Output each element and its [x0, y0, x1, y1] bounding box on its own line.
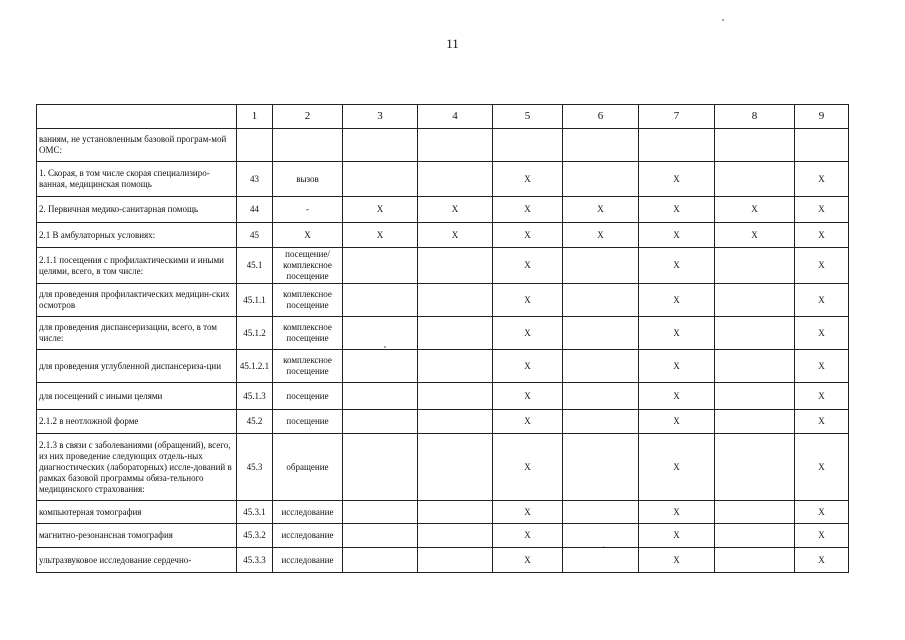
table-row — [37, 434, 849, 501]
mark-cell — [563, 162, 639, 197]
mark-cell — [343, 317, 418, 350]
mark-cell — [715, 410, 795, 434]
mark-cell: X — [493, 162, 563, 197]
mark-cell: X — [795, 350, 849, 383]
data-table — [36, 104, 849, 573]
mark-cell: X — [795, 162, 849, 197]
row-code: 45.1.3 — [237, 383, 273, 410]
mark-cell: X — [795, 223, 849, 248]
mark-cell: X — [493, 248, 563, 284]
header-cell: 7 — [639, 105, 715, 129]
mark-cell: X — [418, 223, 493, 248]
table-row — [37, 248, 849, 284]
mark-cell: X — [795, 501, 849, 524]
mark-cell — [715, 284, 795, 317]
mark-cell — [563, 317, 639, 350]
mark-cell: X — [715, 223, 795, 248]
mark-cell: X — [343, 223, 418, 248]
mark-cell — [563, 350, 639, 383]
row-label: для посещений с иными целями — [37, 383, 237, 410]
row-label: компьютерная томография — [37, 501, 237, 524]
mark-cell — [343, 284, 418, 317]
mark-cell: X — [493, 548, 563, 573]
mark-cell — [715, 434, 795, 501]
row-code: 44 — [237, 197, 273, 223]
table-row — [37, 501, 849, 524]
header-cell: 1 — [237, 105, 273, 129]
mark-cell: X — [493, 501, 563, 524]
table-row — [37, 317, 849, 350]
row-unit: комплексное посещение — [273, 350, 343, 383]
mark-cell — [418, 548, 493, 573]
row-unit: комплексное посещение — [273, 284, 343, 317]
mark-cell — [418, 129, 493, 162]
mark-cell: X — [563, 223, 639, 248]
mark-cell — [639, 129, 715, 162]
mark-cell: X — [493, 284, 563, 317]
mark-cell: X — [639, 548, 715, 573]
row-code: 45.3.1 — [237, 501, 273, 524]
scan-speck — [722, 19, 724, 21]
mark-cell: X — [639, 524, 715, 548]
mark-cell — [563, 383, 639, 410]
mark-cell — [418, 350, 493, 383]
row-label: ультразвуковое исследование сердечно- — [37, 548, 237, 573]
row-unit: исследование — [273, 524, 343, 548]
mark-cell — [563, 410, 639, 434]
row-code: 45 — [237, 223, 273, 248]
row-label: 1. Скорая, в том числе скорая специализиро-ванная, медицинская помощь — [37, 162, 237, 197]
mark-cell: X — [795, 434, 849, 501]
row-code: 45.1 — [237, 248, 273, 284]
mark-cell — [418, 248, 493, 284]
mark-cell: X — [639, 248, 715, 284]
mark-cell: X — [795, 524, 849, 548]
table-row — [37, 129, 849, 162]
mark-cell — [715, 248, 795, 284]
row-code: 45.1.2 — [237, 317, 273, 350]
mark-cell — [715, 383, 795, 410]
row-code — [237, 129, 273, 162]
mark-cell — [493, 129, 563, 162]
row-label: для проведения углубленной диспансериза-ции — [37, 350, 237, 383]
mark-cell — [418, 162, 493, 197]
mark-cell: X — [639, 197, 715, 223]
row-label: ваниям, не установленным базовой програм-мой ОМС: — [37, 129, 237, 162]
mark-cell: X — [493, 350, 563, 383]
header-cell-blank — [37, 105, 237, 129]
row-unit: обращение — [273, 434, 343, 501]
row-code: 45.3.3 — [237, 548, 273, 573]
mark-cell: X — [639, 284, 715, 317]
mark-cell: X — [795, 548, 849, 573]
row-label: для проведения диспансеризации, всего, в том числе: — [37, 317, 237, 350]
mark-cell — [343, 162, 418, 197]
mark-cell: X — [639, 162, 715, 197]
row-code: 45.2 — [237, 410, 273, 434]
mark-cell: X — [795, 410, 849, 434]
mark-cell — [343, 524, 418, 548]
mark-cell — [418, 317, 493, 350]
mark-cell — [715, 350, 795, 383]
mark-cell — [563, 284, 639, 317]
mark-cell: X — [715, 197, 795, 223]
header-cell: 4 — [418, 105, 493, 129]
table-row — [37, 223, 849, 248]
mark-cell — [343, 410, 418, 434]
mark-cell — [343, 350, 418, 383]
mark-cell — [418, 524, 493, 548]
row-label: 2.1.2 в неотложной форме — [37, 410, 237, 434]
header-cell: 6 — [563, 105, 639, 129]
mark-cell — [715, 501, 795, 524]
mark-cell: X — [493, 524, 563, 548]
table-row — [37, 284, 849, 317]
mark-cell — [715, 317, 795, 350]
row-label: 2.1.1 посещения с профилактическими и иными целями, всего, в том числе: — [37, 248, 237, 284]
header-cell: 2 — [273, 105, 343, 129]
table-row — [37, 410, 849, 434]
header-row — [37, 105, 849, 129]
row-unit: X — [273, 223, 343, 248]
mark-cell: X — [639, 410, 715, 434]
mark-cell — [563, 548, 639, 573]
mark-cell — [418, 501, 493, 524]
row-label: для проведения профилактических медицин-ских осмотров — [37, 284, 237, 317]
mark-cell — [343, 548, 418, 573]
mark-cell — [563, 129, 639, 162]
mark-cell: X — [639, 350, 715, 383]
row-unit: посещение — [273, 383, 343, 410]
table-row — [37, 162, 849, 197]
row-unit: посещение/ комплексное посещение — [273, 248, 343, 284]
row-code: 45.1.2.1 — [237, 350, 273, 383]
row-label: магнитно-резонансная томография — [37, 524, 237, 548]
mark-cell: X — [639, 317, 715, 350]
row-label: 2.1 В амбулаторных условиях: — [37, 223, 237, 248]
mark-cell — [418, 284, 493, 317]
row-unit: посещение — [273, 410, 343, 434]
row-unit: комплексное посещение — [273, 317, 343, 350]
mark-cell — [563, 434, 639, 501]
mark-cell: X — [639, 501, 715, 524]
header-cell: 3 — [343, 105, 418, 129]
mark-cell — [715, 129, 795, 162]
mark-cell — [715, 162, 795, 197]
header-cell: 9 — [795, 105, 849, 129]
row-label: 2. Первичная медико-санитарная помощь — [37, 197, 237, 223]
mark-cell: X — [795, 383, 849, 410]
row-unit: - — [273, 197, 343, 223]
mark-cell — [715, 548, 795, 573]
row-unit: вызов — [273, 162, 343, 197]
table-row — [37, 548, 849, 573]
mark-cell — [715, 524, 795, 548]
mark-cell — [795, 129, 849, 162]
mark-cell: X — [563, 197, 639, 223]
table-row — [37, 524, 849, 548]
mark-cell: X — [795, 248, 849, 284]
mark-cell — [343, 129, 418, 162]
table-row — [37, 197, 849, 223]
row-code: 45.1.1 — [237, 284, 273, 317]
mark-cell — [563, 501, 639, 524]
mark-cell — [343, 501, 418, 524]
mark-cell — [563, 524, 639, 548]
mark-cell: X — [639, 383, 715, 410]
mark-cell — [563, 248, 639, 284]
row-unit — [273, 129, 343, 162]
row-unit: исследование — [273, 548, 343, 573]
mark-cell: X — [493, 317, 563, 350]
page-number: 11 — [446, 36, 459, 51]
mark-cell — [343, 248, 418, 284]
row-code: 45.3 — [237, 434, 273, 501]
mark-cell: X — [795, 197, 849, 223]
mark-cell — [343, 383, 418, 410]
row-label: 2.1.3 в связи с заболеваниями (обращений), всего, из них проведение следующих отдель-ных диагностических (лабораторных) иссле-дований в рамках базовой программы обяза-тельного медицинского страхования: — [37, 434, 237, 501]
mark-cell: X — [343, 197, 418, 223]
mark-cell — [418, 383, 493, 410]
row-unit: исследование — [273, 501, 343, 524]
mark-cell: X — [493, 434, 563, 501]
mark-cell: X — [795, 284, 849, 317]
header-cell: 8 — [715, 105, 795, 129]
mark-cell — [418, 434, 493, 501]
mark-cell — [418, 410, 493, 434]
mark-cell: X — [493, 197, 563, 223]
table-row — [37, 350, 849, 383]
mark-cell: X — [639, 434, 715, 501]
mark-cell: X — [493, 410, 563, 434]
header-cell: 5 — [493, 105, 563, 129]
mark-cell — [343, 434, 418, 501]
mark-cell: X — [639, 223, 715, 248]
mark-cell: X — [493, 223, 563, 248]
row-code: 43 — [237, 162, 273, 197]
mark-cell: X — [493, 383, 563, 410]
row-code: 45.3.2 — [237, 524, 273, 548]
mark-cell: X — [418, 197, 493, 223]
table-row — [37, 383, 849, 410]
mark-cell: X — [795, 317, 849, 350]
